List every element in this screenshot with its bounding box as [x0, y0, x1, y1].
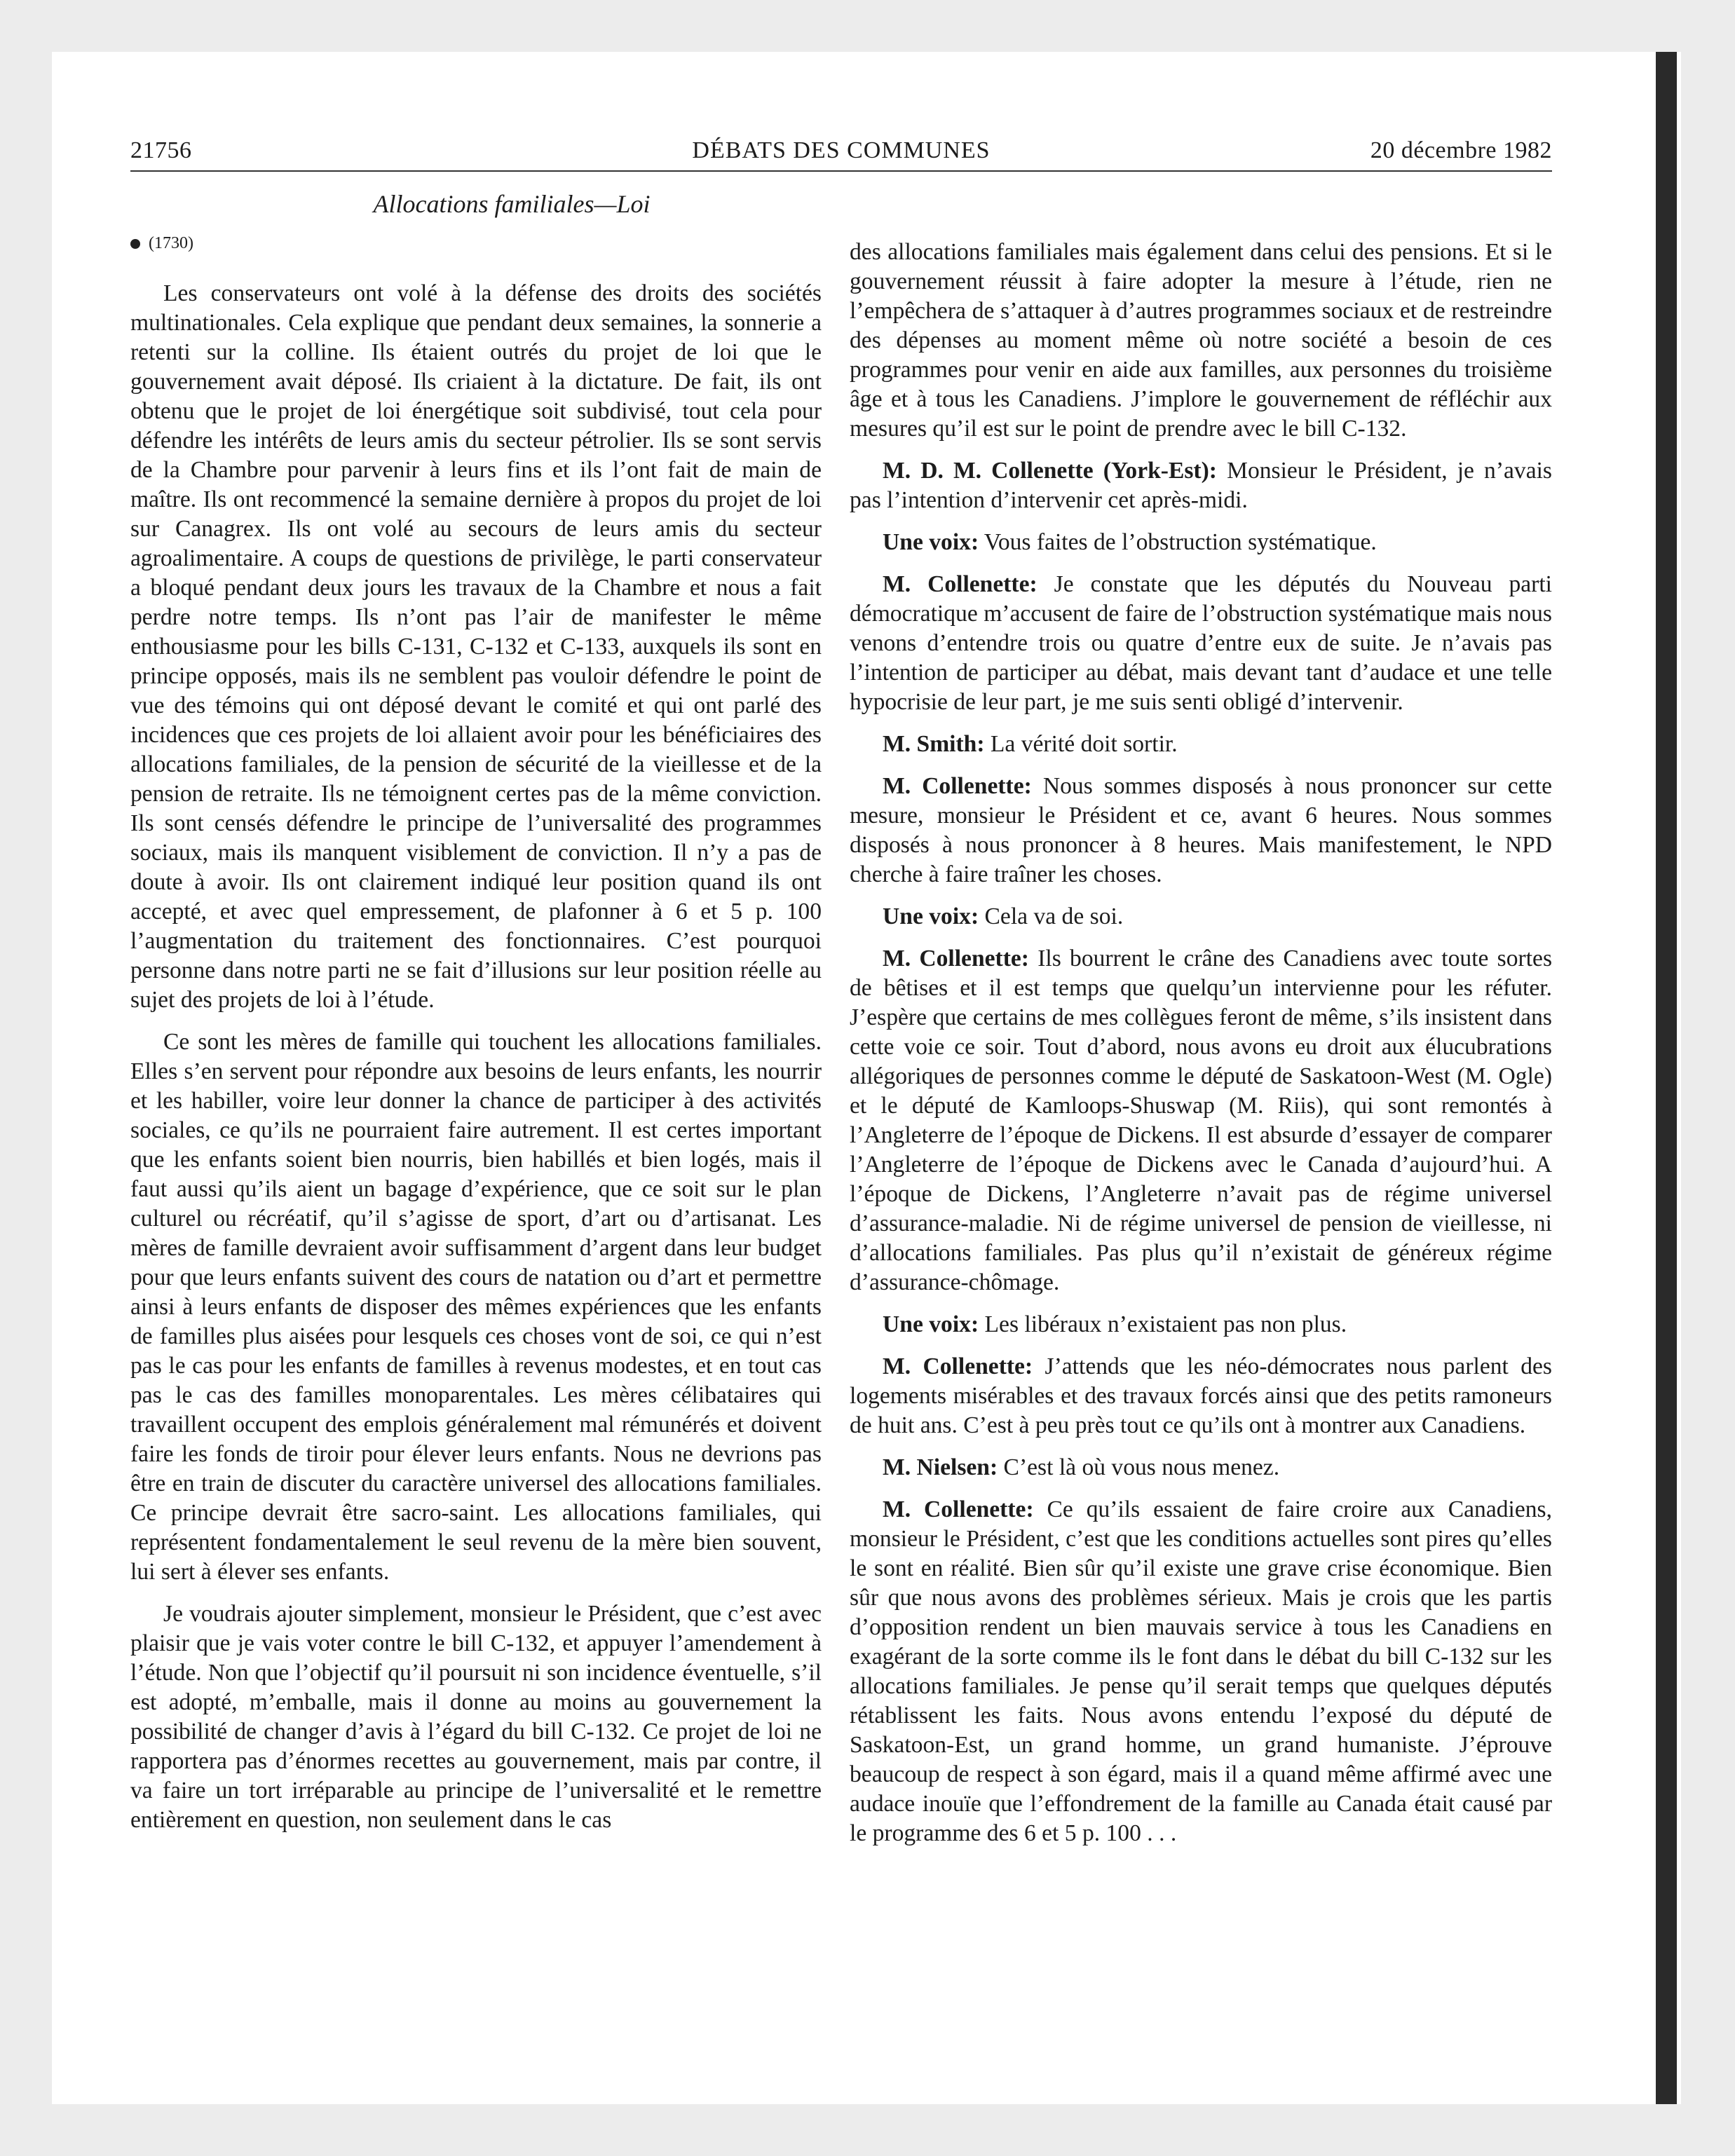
speaker-name: M. Collenette: — [883, 773, 1032, 799]
speech-text: C’est là où vous nous menez. — [998, 1454, 1280, 1480]
intervention — [850, 944, 1552, 1297]
intervention — [850, 1495, 1552, 1848]
bullet-icon — [130, 239, 140, 249]
paragraph-continuation: des allocations familiales mais également dans celui des pensions. Et si le gouvernement réussit à faire adopter la mesure à l’étude, rien ne l’empêchera de s’attaquer à d’autres programmes sociaux et de restreindre des dépenses au moment même où notre société a besoin de ces programmes pour venir en aide aux familles, aux personnes du troisième âge et à tous les Canadiens. J’implore le gouvernement de réfléchir aux mesures qu’il est sur le point de prendre avec le bill C-132. — [850, 239, 1552, 442]
speaker-name: M. Nielsen: — [883, 1454, 998, 1480]
intervention — [850, 1352, 1552, 1440]
speaker-name: M. Collenette: — [883, 1496, 1034, 1522]
paragraph: Ce sont les mères de famille qui touchent les allocations familiales. Elles s’en servent pour répondre aux besoins de leurs enfants, les nourrir et les habiller, voire leur donner la chance de participer à des activités sociales, ce qu’ils ne pourraient faire autrement. Il est certes important que les enfants soient bien nourris, bien habillés et bien logés, mais il faut aussi qu’ils aient un bagage d’expérience, que ce soit sur le plan culturel ou récréatif, qu’il s’agisse de sport, d’art ou d’artisanat. Les mères de famille devraient avoir suffisamment d’argent dans leur budget pour que leurs enfants suivent des cours de natation ou d’art et permettre ainsi à leurs enfants de disposer des mêmes expériences que les enfants de familles plus aisées pour lesquels ces choses vont de soi, ce qui n’est pas le cas pour les enfants de familles à revenus modestes, et en tout cas pas le cas des familles monoparentales. Les mères célibataires qui travaillent occupent des emplois généralement mal rémunérés et doivent faire les fonds de tiroir pour élever leurs enfants. Nous ne devrions pas être en train de discuter du caractère universel des allocations familiales. Ce principe devrait être sacro-saint. Les allocations familiales, qui représentent fondamentalement le seul revenu de la mère bien souvent, lui sert à élever ses enfants. — [130, 1029, 822, 1585]
intervention — [850, 902, 1552, 932]
page-header — [130, 137, 1552, 168]
speech-text: Cela va de soi. — [979, 903, 1124, 929]
speaker-name: M. Collenette: — [883, 571, 1037, 597]
speech-text: Vous faites de l’obstruction systématique. — [979, 529, 1377, 555]
speech-text: La vérité doit sortir. — [984, 731, 1178, 757]
page-number: 21756 — [130, 137, 192, 163]
speech-text: J’attends que les néo-démocrates nous parlent des logements misérables et des travaux forcés ainsi que des petits ramoneurs de huit ans. C’est à peu près tout ce qu’ils ont à montrer aux Canadiens. — [850, 1353, 1553, 1438]
time-marker-text: (1730) — [149, 234, 193, 252]
paragraph: Les conservateurs ont volé à la défense des droits des sociétés multinationales. Cela explique que pendant deux semaines, la sonnerie a retenti sur la colline. Ils étaient outrés du projet de loi que le gouvernement avait déposé. Ils criaient à la dictature. De fait, ils ont obtenu que le projet de loi énergétique soit subdivisé, tout cela pour défendre les intérêts de leurs amis du secteur pétrolier. Ils se sont servis de la Chambre pour parvenir à leurs fins et ils l’ont fait de main de maître. Ils ont recommencé la semaine dernière à propos du projet de loi sur Canagrex. Ils ont volé au secours de leurs amis du secteur agroalimentaire. A coups de questions de privilège, le parti conservateur a bloqué pendant deux jours les travaux de la Chambre et nous a fait perdre notre temps. Ils n’ont pas l’air de manifester le même enthousiasme pour les bills C-131, C-132 et C-133, auxquels ils sont en principe opposés, mais ils ne semblent pas vouloir défendre le point de vue des témoins qui ont déposé devant le comité et qui ont parlé des incidences que ces projets de loi allaient avoir pour les bénéficiaires des allocations familiales, de la pension de sécurité de la vieillesse et de la pension de retraite. Ils ne témoignent certes pas de la même conviction. Ils sont censés défendre le principe de l’universalité des programmes sociaux, mais ils manquent visiblement de conviction. Il n’y a pas de doute à avoir. Ils ont clairement indiqué leur position quand ils ont accepté, et avec quel empressement, de plafonner à 6 et 5 p. 100 l’augmentation du traitement des fonctionnaires. C’est pourquoi personne dans notre parti ne se fait d’illusions sur leur position réelle au sujet des projets de loi à l’étude. — [130, 280, 822, 1013]
right-column — [850, 238, 1552, 1848]
intervention — [850, 1453, 1552, 1482]
speech-text: Je constate que les députés du Nouveau parti démocratique m’accusent de faire de l’obstruction systématique mais nous venons d’entendre trois ou quatre d’entre eux de suite. Je n’avais pas l’intention de participer au débat, mais devant tant d’audace et une telle hypocrisie de leur part, je me suis senti obligé d’intervenir. — [850, 571, 1552, 715]
paragraph: Je voudrais ajouter simplement, monsieur le Président, que c’est avec plaisir que je vais voter contre le bill C-132, et appuyer l’amendement à l’étude. Non que l’objectif qu’il poursuit ni son incidence éventuelle, s’il est adopté, m’emballe, mais il donne au moins au gouvernement la possibilité de changer d’avis à l’égard du bill C-132. Ce projet de loi ne rapportera pas d’énormes recettes au gouvernement, mais par contre, il va faire un tort irréparable au principe de l’universalité et le remettre entièrement en question, non seulement dans le cas — [130, 1601, 822, 1833]
speech-text: Ils bourrent le crâne des Canadiens avec toute sortes de bêtises et il est temps que quelqu’un intervienne pour les réfuter. J’espère que certains de mes collègues feront de même, s’ils insistent dans cette voie ce soir. Tout d’abord, nous avons eu droit aux élucubrations allégoriques de personnes comme le député de Saskatoon-West (M. Ogle) et le député de Kamloops-Shuswap (M. Riis), qui sont remontés à l’Angleterre de l’époque de Dickens. Il est absurde d’essayer de comparer l’Angleterre de l’époque de Dickens avec le Canada d’aujourd’hui. A l’époque de Dickens, l’Angleterre n’avait pas de régime universel d’assurance-maladie. Ni de régime universel de pension de vieillesse, ni d’allocations familiales. Pas plus qu’il n’existait de généreux régime d’assurance-chômage. — [850, 946, 1553, 1295]
intervention — [850, 1310, 1552, 1339]
intervention — [850, 570, 1552, 717]
speaker-name: M. Smith: — [883, 731, 985, 757]
intervention — [850, 528, 1552, 557]
speaker-name: M. Collenette: — [883, 1353, 1033, 1379]
intervention — [850, 772, 1552, 889]
page-date: 20 décembre 1982 — [1370, 137, 1552, 163]
section-title: Allocations familiales—Loi — [373, 190, 651, 218]
scan-edge-bar — [1656, 52, 1677, 2104]
speaker-name: Une voix: — [883, 1311, 979, 1337]
speaker-name: M. Collenette: — [883, 946, 1029, 971]
intervention — [850, 456, 1552, 515]
speech-text: Monsieur le Président, je n’avais pas l’intention d’intervenir cet après-midi. — [850, 458, 1553, 513]
speaker-name: M. D. M. Collenette (York-Est): — [883, 458, 1217, 484]
speech-text: Nous sommes disposés à nous prononcer sur cette mesure, monsieur le Président et ce, avant 6 heures. Nous sommes disposés à nous prononcer à 8 heures. Mais manifestement, le NPD cherche à faire traîner les choses. — [850, 773, 1553, 887]
speaker-name: Une voix: — [883, 529, 979, 555]
speech-text: Les libéraux n’existaient pas non plus. — [979, 1311, 1347, 1337]
intervention — [850, 730, 1552, 759]
header-rule — [130, 170, 1552, 172]
left-column — [130, 279, 822, 1835]
time-marker — [130, 234, 193, 253]
speaker-name: Une voix: — [883, 903, 979, 929]
speech-text: Ce qu’ils essaient de faire croire aux Canadiens, monsieur le Président, c’est que les conditions actuelles sont pires qu’elles le sont en réalité. Bien sûr qu’il existe une grave crise économique. Bien sûr que nous avons des problèmes sérieux. Mais je crois que les partis d’opposition rendent un bien mauvais service à tous les Canadiens en exagérant de la sorte comme ils le font dans le débat du bill C-132 sur les allocations familiales. Je pense qu’il serait temps que quelques députés rétablissent les faits. Nous avons entendu l’exposé du député de Saskatoon-Est, un grand homme, un grand humaniste. J’éprouve beaucoup de respect à son égard, mais il a quand même affirmé avec une audace inouïe que l’effondrement de la famille au Canada était causé par le programme des 6 et 5 p. 100 . . . — [850, 1496, 1553, 1846]
journal-title: DÉBATS DES COMMUNES — [692, 137, 991, 163]
